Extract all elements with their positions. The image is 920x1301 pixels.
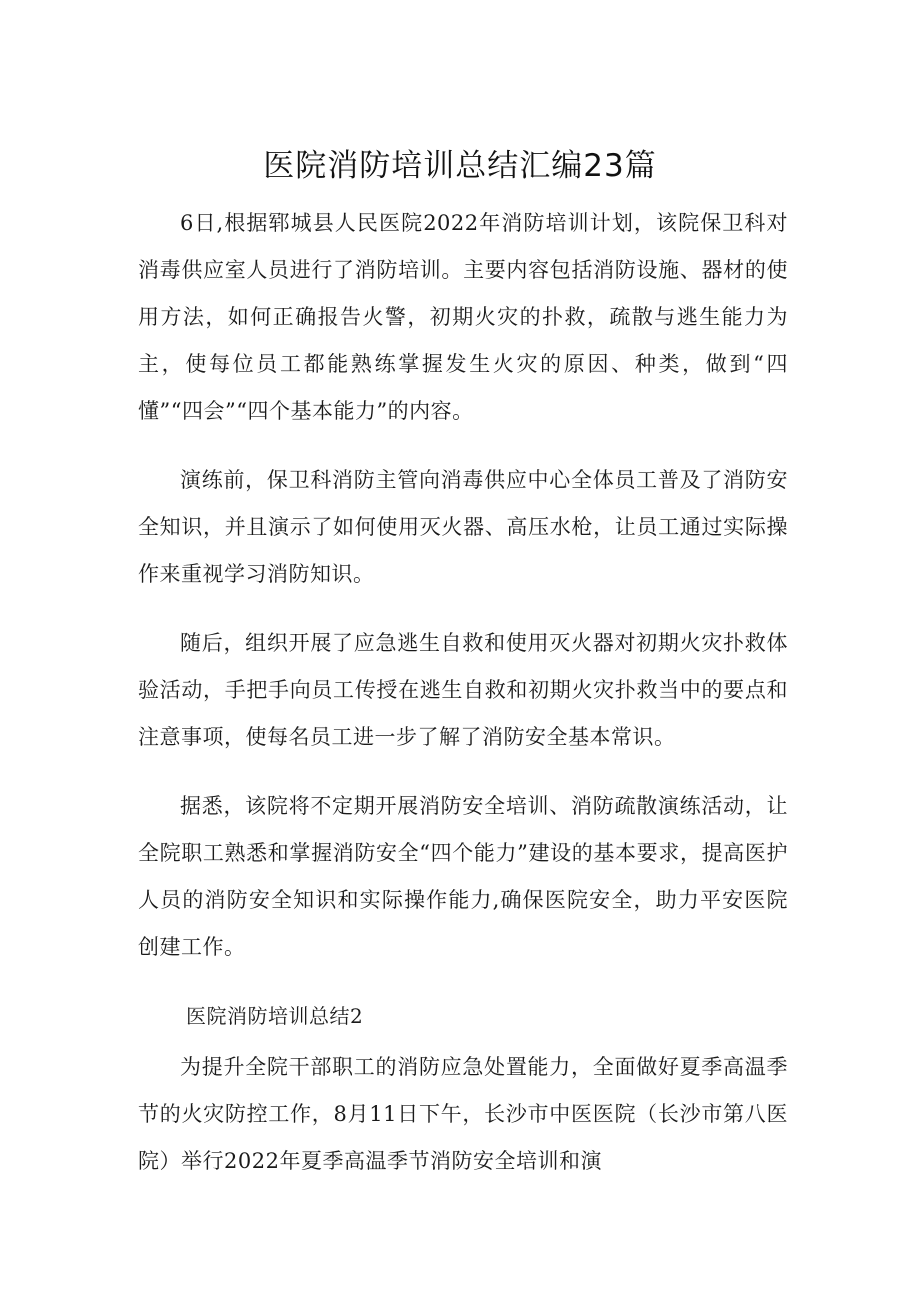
section-2-paragraph: 为提升全院干部职工的消防应急处置能力，全面做好夏季高温季节的火灾防控工作，8月11日下午，长沙市中医医院（长沙市第八医院）举行2022年夏季高温季节消防安全培训和演	[138, 1055, 788, 1173]
document-title: 医院消防培训总结汇编23篇	[263, 148, 657, 184]
paragraph-4: 据悉，该院将不定期开展消防安全培训、消防疏散演练活动，让全院职工熟悉和掌握消防安全“四个能力”建设的基本要求，提高医护人员的消防安全知识和实际操作能力,确保医院安全，助力平安医院创建工作。	[138, 794, 788, 959]
paragraph-1: 6日,根据郓城县人民医院2022年消防培训计划，该院保卫科对消毒供应室人员进行了消防培训。主要内容包括消防设施、器材的使用方法，如何正确报告火警，初期火灾的扑救，疏散与逃生能力为主，使每位员工都能熟练掌握发生火灾的原因、种类，做到“四懂”“四会”“四个基本能力”的内容。	[138, 211, 788, 423]
paragraph-3: 随后，组织开展了应急逃生自救和使用灭火器对初期火灾扑救体验活动，手把手向员工传授在逃生自救和初期火灾扑救当中的要点和注意事项，使每名员工进一步了解了消防安全基本常识。	[138, 631, 788, 749]
paragraph-2: 演练前，保卫科消防主管向消毒供应中心全体员工普及了消防安全知识，并且演示了如何使用灭火器、高压水枪，让员工通过实际操作来重视学习消防知识。	[138, 468, 788, 586]
document-body	[138, 200, 788, 1207]
section-2-heading: 医院消防培训总结2	[186, 1004, 364, 1028]
